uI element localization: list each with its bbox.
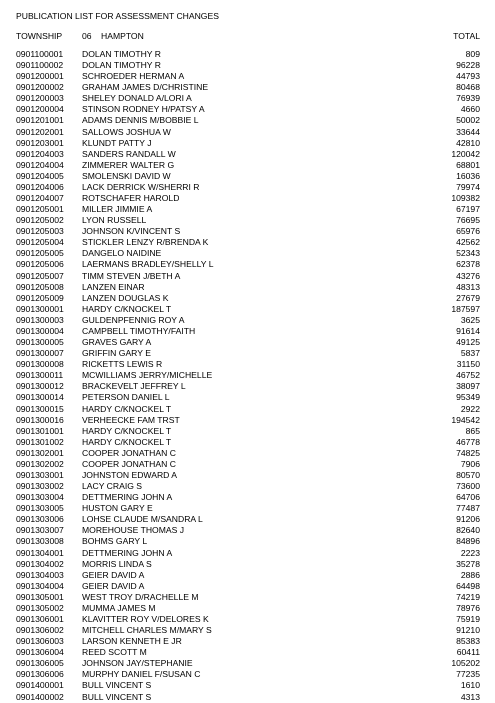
owner-name: GEIER DAVID A — [82, 580, 145, 591]
owner-name: GEIER DAVID A — [82, 569, 145, 580]
assessment-total: 75919 — [456, 613, 480, 624]
parcel-number: 0901202001 — [16, 126, 64, 137]
table-row — [0, 82, 495, 93]
table-row — [0, 370, 495, 381]
parcel-number: 0901306006 — [16, 669, 64, 680]
owner-name: JOHNSON JAY/STEPHANIE — [82, 658, 193, 669]
owner-name: ROTSCHAFER HAROLD — [82, 193, 180, 204]
parcel-number: 0901304002 — [16, 558, 64, 569]
owner-name: LAERMANS BRADLEY/SHELLY L — [82, 259, 214, 270]
parcel-number: 0901306005 — [16, 658, 64, 669]
parcel-number: 0901305002 — [16, 602, 64, 613]
parcel-number: 0901204007 — [16, 193, 64, 204]
assessment-list — [0, 49, 495, 703]
table-row — [0, 182, 495, 193]
assessment-total: 38097 — [456, 381, 480, 392]
assessment-total: 4660 — [460, 104, 480, 115]
table-row — [0, 570, 495, 581]
table-row — [0, 71, 495, 82]
owner-name: PETERSON DANIEL L — [82, 392, 170, 403]
table-row — [0, 459, 495, 470]
assessment-total: 35278 — [456, 558, 480, 569]
owner-name: HUSTON GARY E — [82, 503, 153, 514]
parcel-number: 0901300001 — [16, 303, 64, 314]
parcel-number: 0901306003 — [16, 636, 64, 647]
assessment-total: 3625 — [460, 314, 480, 325]
assessment-total: 91614 — [456, 325, 480, 336]
table-row — [0, 614, 495, 625]
assessment-total: 64706 — [456, 492, 480, 503]
assessment-total: 96228 — [456, 60, 480, 71]
parcel-number: 0901100001 — [16, 49, 64, 59]
assessment-total: 52343 — [456, 248, 480, 259]
parcel-number: 0901300014 — [16, 392, 64, 403]
parcel-number: 0901303006 — [16, 514, 64, 525]
table-row — [0, 127, 495, 138]
parcel-number: 0901303001 — [16, 469, 64, 480]
table-row — [0, 680, 495, 691]
table-row — [0, 315, 495, 326]
parcel-number: 0901300015 — [16, 403, 64, 414]
parcel-number: 0901300008 — [16, 359, 64, 370]
assessment-total: 91206 — [456, 514, 480, 525]
table-row — [0, 237, 495, 248]
assessment-total: 2223 — [460, 547, 480, 558]
assessment-total: 73600 — [456, 481, 480, 492]
table-row — [0, 669, 495, 680]
parcel-number: 0901304004 — [16, 580, 64, 591]
parcel-number: 0901205008 — [16, 281, 64, 292]
owner-name: SHELEY DONALD A/LORI A — [82, 93, 192, 104]
assessment-total: 2886 — [460, 569, 480, 580]
owner-name: LACY CRAIG S — [82, 481, 143, 492]
owner-name: MORRIS LINDA S — [82, 558, 152, 569]
table-row — [0, 581, 495, 592]
parcel-number: 0901303004 — [16, 492, 64, 503]
parcel-number: 0901304003 — [16, 569, 64, 580]
assessment-total: 82640 — [456, 525, 480, 536]
assessment-total: 62378 — [456, 259, 480, 270]
assessment-total: 27679 — [456, 292, 480, 303]
assessment-total: 5837 — [460, 348, 480, 359]
table-row — [0, 204, 495, 215]
assessment-total: 76695 — [456, 215, 480, 226]
parcel-number: 0901200003 — [16, 93, 64, 104]
owner-name: GRAHAM JAMES D/CHRISTINE — [82, 82, 209, 93]
parcel-number: 0901301002 — [16, 436, 64, 447]
assessment-total: 60411 — [456, 647, 480, 658]
parcel-number: 0901303005 — [16, 503, 64, 514]
table-row — [0, 160, 495, 171]
table-row — [0, 226, 495, 237]
table-row — [0, 426, 495, 437]
table-row — [0, 525, 495, 536]
assessment-total: 84896 — [456, 536, 480, 547]
table-row — [0, 625, 495, 636]
table-row — [0, 548, 495, 559]
table-row — [0, 404, 495, 415]
table-row — [0, 381, 495, 392]
table-row — [0, 193, 495, 204]
table-row — [0, 415, 495, 426]
assessment-total: 2922 — [460, 403, 480, 414]
owner-name: MOREHOUSE THOMAS J — [82, 525, 185, 536]
owner-name: BULL VINCENT S — [82, 691, 152, 702]
owner-name: SMOLENSKI DAVID W — [82, 170, 171, 181]
parcel-number: 0901300012 — [16, 381, 64, 392]
owner-name: DETTMERING JOHN A — [82, 547, 173, 558]
table-row — [0, 481, 495, 492]
assessment-total: 49125 — [456, 337, 480, 348]
assessment-total: 31150 — [456, 359, 480, 370]
owner-name: MCWILLIAMS JERRY/MICHELLE — [82, 370, 213, 381]
parcel-number: 0901302001 — [16, 447, 64, 458]
table-row — [0, 437, 495, 448]
owner-name: STINSON RODNEY H/PATSY A — [82, 104, 205, 115]
parcel-number: 0901303008 — [16, 536, 64, 547]
table-row — [0, 492, 495, 503]
parcel-number: 0901303007 — [16, 525, 64, 536]
owner-name: SALLOWS JOSHUA W — [82, 126, 171, 137]
owner-name: DOLAN TIMOTHY R — [82, 60, 161, 71]
owner-name: HARDY C/KNOCKEL T — [82, 425, 172, 436]
owner-name: JOHNSTON EDWARD A — [82, 469, 178, 480]
township-name: HAMPTON — [101, 31, 144, 41]
owner-name: KLAVITTER ROY V/DELORES K — [82, 613, 209, 624]
parcel-number: 0901300007 — [16, 348, 64, 359]
table-row — [0, 115, 495, 126]
table-row — [0, 60, 495, 71]
owner-name: DETTMERING JOHN A — [82, 492, 173, 503]
owner-name: GULDENPFENNIG ROY A — [82, 314, 185, 325]
table-row — [0, 647, 495, 658]
assessment-total: 80468 — [456, 82, 480, 93]
assessment-total: 77235 — [456, 669, 480, 680]
assessment-total: 48313 — [456, 281, 480, 292]
owner-name: COOPER JONATHAN C — [82, 447, 176, 458]
assessment-total: 4313 — [460, 691, 480, 702]
owner-name: MUMMA JAMES M — [82, 602, 156, 613]
parcel-number: 0901205007 — [16, 270, 64, 281]
parcel-number: 0901200002 — [16, 82, 64, 93]
parcel-number: 0901300005 — [16, 337, 64, 348]
owner-name: KLUNDT PATTY J — [82, 137, 152, 148]
owner-name: DANGELO NAIDINE — [82, 248, 162, 259]
assessment-total: 68801 — [456, 159, 480, 170]
owner-name: TIMM STEVEN J/BETH A — [82, 270, 181, 281]
assessment-total: 76939 — [456, 93, 480, 104]
table-row — [0, 559, 495, 570]
owner-name: JOHNSON K/VINCENT S — [82, 226, 181, 237]
owner-name: GRIFFIN GARY E — [82, 348, 151, 359]
owner-name: BRACKEVELT JEFFREY L — [82, 381, 186, 392]
assessment-total: 187597 — [451, 303, 480, 314]
assessment-total: 67197 — [456, 204, 480, 215]
parcel-number: 0901205002 — [16, 215, 64, 226]
table-row — [0, 149, 495, 160]
assessment-total: 91210 — [456, 625, 480, 636]
total-column-header: TOTAL — [453, 31, 480, 41]
table-row — [0, 293, 495, 304]
parcel-number: 0901205003 — [16, 226, 64, 237]
table-row — [0, 271, 495, 282]
owner-name: BULL VINCENT S — [82, 680, 152, 691]
owner-name: RICKETTS LEWIS R — [82, 359, 163, 370]
parcel-number: 0901205001 — [16, 204, 64, 215]
owner-name: LANZEN DOUGLAS K — [82, 292, 169, 303]
parcel-number: 0901204005 — [16, 170, 64, 181]
assessment-total: 74825 — [456, 447, 480, 458]
owner-name: REED SCOTT M — [82, 647, 147, 658]
parcel-number: 0901400002 — [16, 691, 64, 702]
table-row — [0, 49, 495, 60]
table-row — [0, 248, 495, 259]
table-row — [0, 392, 495, 403]
assessment-total: 44793 — [456, 71, 480, 82]
assessment-total: 46778 — [456, 436, 480, 447]
assessment-total: 120042 — [451, 148, 480, 159]
table-row — [0, 138, 495, 149]
assessment-total: 64498 — [456, 580, 480, 591]
table-row — [0, 259, 495, 270]
owner-name: LYON RUSSELL — [82, 215, 147, 226]
parcel-number: 0901300011 — [16, 370, 64, 381]
assessment-total: 80570 — [456, 469, 480, 480]
parcel-number: 0901205006 — [16, 259, 64, 270]
parcel-number: 0901203001 — [16, 137, 64, 148]
table-row — [0, 503, 495, 514]
document-title: PUBLICATION LIST FOR ASSESSMENT CHANGES — [16, 11, 219, 21]
parcel-number: 0901204006 — [16, 181, 64, 192]
table-row — [0, 93, 495, 104]
owner-name: SANDERS RANDALL W — [82, 148, 176, 159]
owner-name: GRAVES GARY A — [82, 337, 152, 348]
table-row — [0, 448, 495, 459]
owner-name: HARDY C/KNOCKEL T — [82, 403, 172, 414]
owner-name: LARSON KENNETH E JR — [82, 636, 182, 647]
table-row — [0, 692, 495, 703]
assessment-total: 50002 — [456, 115, 480, 126]
assessment-total: 74219 — [456, 591, 480, 602]
assessment-total: 77487 — [456, 503, 480, 514]
township-column-header: TOWNSHIP — [16, 31, 63, 41]
owner-name: CAMPBELL TIMOTHY/FAITH — [82, 325, 196, 336]
owner-name: STICKLER LENZY R/BRENDA K — [82, 237, 209, 248]
parcel-number: 0901205009 — [16, 292, 64, 303]
assessment-total: 65976 — [456, 226, 480, 237]
assessment-total: 109382 — [451, 193, 480, 204]
assessment-total: 78976 — [456, 602, 480, 613]
assessment-total: 7906 — [460, 458, 480, 469]
parcel-number: 0901302002 — [16, 458, 64, 469]
parcel-number: 0901306001 — [16, 613, 64, 624]
table-row — [0, 348, 495, 359]
table-row — [0, 359, 495, 370]
assessment-total: 43276 — [456, 270, 480, 281]
table-row — [0, 171, 495, 182]
parcel-number: 0901304001 — [16, 547, 64, 558]
assessment-total: 105202 — [451, 658, 480, 669]
owner-name: VERHEECKE FAM TRST — [82, 414, 180, 425]
assessment-total: 79974 — [456, 181, 480, 192]
owner-name: DOLAN TIMOTHY R — [82, 49, 161, 59]
table-row — [0, 470, 495, 481]
assessment-total: 1610 — [460, 680, 480, 691]
owner-name: LANZEN EINAR — [82, 281, 145, 292]
parcel-number: 0901205005 — [16, 248, 64, 259]
parcel-number: 0901300016 — [16, 414, 64, 425]
parcel-number: 0901306002 — [16, 625, 64, 636]
owner-name: MILLER JIMMIE A — [82, 204, 153, 215]
parcel-number: 0901201001 — [16, 115, 64, 126]
owner-name: LACK DERRICK W/SHERRI R — [82, 181, 200, 192]
owner-name: LOHSE CLAUDE M/SANDRA L — [82, 514, 203, 525]
table-row — [0, 592, 495, 603]
table-row — [0, 514, 495, 525]
owner-name: ADAMS DENNIS M/BOBBIE L — [82, 115, 199, 126]
assessment-total: 95349 — [456, 392, 480, 403]
assessment-total: 85383 — [456, 636, 480, 647]
owner-name: MITCHELL CHARLES M/MARY S — [82, 625, 212, 636]
parcel-number: 0901200004 — [16, 104, 64, 115]
table-row — [0, 658, 495, 669]
parcel-number: 0901300004 — [16, 325, 64, 336]
assessment-total: 809 — [465, 49, 480, 59]
parcel-number: 0901200001 — [16, 71, 64, 82]
assessment-total: 46752 — [456, 370, 480, 381]
assessment-total: 33644 — [456, 126, 480, 137]
table-row — [0, 337, 495, 348]
parcel-number: 0901205004 — [16, 237, 64, 248]
table-row — [0, 326, 495, 337]
owner-name: BOHMS GARY L — [82, 536, 148, 547]
owner-name: HARDY C/KNOCKEL T — [82, 303, 172, 314]
table-row — [0, 282, 495, 293]
parcel-number: 0901204003 — [16, 148, 64, 159]
owner-name: MURPHY DANIEL F/SUSAN C — [82, 669, 201, 680]
parcel-number: 0901204004 — [16, 159, 64, 170]
table-row — [0, 215, 495, 226]
assessment-total: 16036 — [456, 170, 480, 181]
table-row — [0, 104, 495, 115]
parcel-number: 0901300003 — [16, 314, 64, 325]
owner-name: HARDY C/KNOCKEL T — [82, 436, 172, 447]
parcel-number: 0901400001 — [16, 680, 64, 691]
table-row — [0, 536, 495, 547]
owner-name: WEST TROY D/RACHELLE M — [82, 591, 199, 602]
parcel-number: 0901306004 — [16, 647, 64, 658]
assessment-total: 42562 — [456, 237, 480, 248]
table-row — [0, 603, 495, 614]
assessment-total: 865 — [465, 425, 480, 436]
owner-name: ZIMMERER WALTER G — [82, 159, 175, 170]
assessment-total: 194542 — [451, 414, 480, 425]
assessment-total: 42810 — [456, 137, 480, 148]
table-row — [0, 304, 495, 315]
table-row — [0, 636, 495, 647]
owner-name: SCHROEDER HERMAN A — [82, 71, 185, 82]
township-code: 06 — [82, 31, 92, 41]
parcel-number: 0901305001 — [16, 591, 64, 602]
parcel-number: 0901301001 — [16, 425, 64, 436]
owner-name: COOPER JONATHAN C — [82, 458, 176, 469]
parcel-number: 0901303002 — [16, 481, 64, 492]
parcel-number: 0901100002 — [16, 60, 64, 71]
